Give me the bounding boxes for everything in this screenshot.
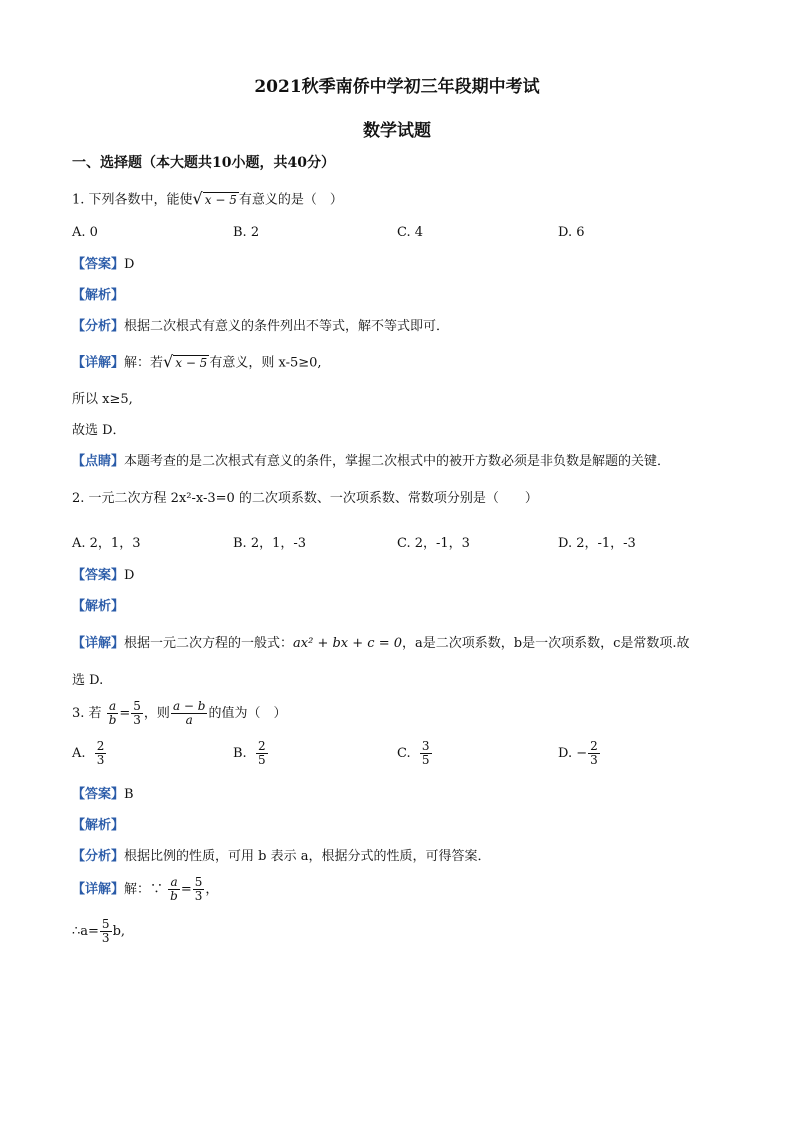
q3-fenxi: 【分析】根据比例的性质，可用 b 表示 a，根据分式的性质，可得答案．: [72, 849, 491, 864]
section-heading: 一、选择题（本大题共10小题，共40分）: [72, 155, 335, 171]
q2-option-c: C. 2，-1，3: [397, 536, 470, 551]
fraction-5-over-3: $\frac{5}{3}$: [133, 699, 141, 727]
fraction-a-over-b: $\frac{a}{b}$: [108, 699, 117, 727]
q3-option-a: A. $\frac{2}{3}$: [72, 739, 105, 767]
q1-detail-line2: 所以 x≥5,: [72, 392, 133, 407]
q1-detail: 【详解】解：若√ x − 5 有意义，则 x-5≥0,: [72, 352, 322, 371]
fraction-a-minus-b-over-a: $\frac{a - b}{a}$: [172, 699, 206, 727]
q1-answer: 【答案】D: [72, 257, 135, 272]
q2-answer: 【答案】D: [72, 568, 135, 583]
sqrt-expression: √ x − 5: [163, 352, 208, 371]
q1-option-d: D. 6: [558, 225, 585, 240]
q2-option-b: B. 2，1，-3: [233, 536, 307, 551]
q3-option-b: B. $\frac{2}{5}$: [233, 739, 266, 767]
q1-comment: 【点睛】本题考查的是二次根式有意义的条件，掌握二次根式中的被开方数必须是非负数是解题的关键．: [72, 454, 671, 469]
q3-analysis-tag: 【解析】: [72, 818, 125, 833]
q3-option-d: D. − $\frac{2}{3}$: [558, 739, 598, 767]
quadratic-formula: ax² + bx + c = 0: [293, 636, 403, 651]
q1-option-c: C. 4: [397, 225, 424, 240]
page-title: 2021秋季南侨中学初三年段期中考试: [254, 77, 540, 97]
q2-option-a: A. 2，1，3: [72, 536, 141, 551]
q1-option-b: B. 2: [233, 225, 260, 240]
q1-analysis-tag: 【解析】: [72, 288, 125, 303]
q2-detail-line2: 选 D.: [72, 673, 104, 688]
q3-answer: 【答案】B: [72, 787, 134, 802]
question-3-stem: 3. 若 $\frac{a}{b}$ = $\frac{5}{3}$ ，则 $\frac{a - b}{a}$ 的值为（ ）: [72, 699, 287, 727]
q3-detail: 【详解】解：∵ $\frac{a}{b}$ = $\frac{5}{3}$ ，: [72, 875, 219, 903]
q1-fenxi: 【分析】根据二次根式有意义的条件列出不等式，解不等式即可．: [72, 319, 450, 334]
q2-option-d: D. 2，-1，-3: [558, 536, 636, 551]
question-2-stem: 2. 一元二次方程 2x²-x-3=0 的二次项系数、一次项系数、常数项分别是（ ）: [72, 491, 538, 506]
q1-option-a: A. 0: [72, 225, 98, 240]
q1-detail-line3: 故选 D．: [72, 423, 126, 438]
q2-analysis-tag: 【解析】: [72, 599, 125, 614]
sqrt-expression: √ x − 5: [192, 189, 237, 208]
q3-option-c: C. $\frac{3}{5}$: [397, 739, 430, 767]
q3-detail-line2: ∴a= $\frac{5}{3}$ b,: [72, 917, 126, 945]
page-subtitle: 数学试题: [363, 121, 431, 141]
q2-detail: 【详解】根据一元二次方程的一般式：ax² + bx + c = 0，a是二次项系数，b是一次项系数，c是常数项.故: [72, 636, 690, 651]
question-1-stem: 1. 下列各数中，能使√ x − 5 有意义的是（ ）: [72, 189, 343, 208]
